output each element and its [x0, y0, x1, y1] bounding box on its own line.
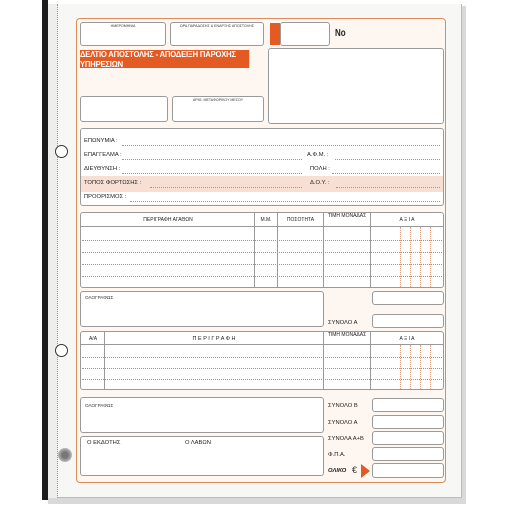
number-label: No — [335, 28, 346, 39]
services-divider-2 — [323, 332, 324, 390]
loading-place-label: ΤΟΠΟΣ ΦΟΡΤΩΣΗΣ : — [84, 180, 142, 186]
services-col-value: Α Ξ Ι Α — [399, 336, 415, 342]
services-col-unit-price: ΤΙΜΗ ΜΟΝΑΔΑΣ — [327, 332, 367, 338]
perforation-strip — [48, 4, 58, 498]
loading-place-line[interactable] — [150, 187, 302, 188]
services-divider-1 — [104, 332, 105, 390]
goods-col-unit-price: ΤΙΜΗ ΜΟΝΑΔΑΣ — [327, 213, 367, 219]
destination-line[interactable] — [130, 201, 440, 202]
afm-label: Α.Φ.Μ. : — [307, 152, 329, 158]
number-field[interactable] — [280, 22, 330, 46]
goods-row-line-2[interactable] — [82, 252, 442, 253]
vehicle-no-field[interactable] — [172, 96, 264, 122]
grand-total-box[interactable] — [372, 463, 444, 478]
form-title: ΔΕΛΤΙΟ ΑΠΟΣΤΟΛΗΣ - ΑΠΟΔΕΙΞΗ ΠΑΡΟΧΗΣ ΥΠΗΡΕΣΙΩΝ — [80, 50, 249, 68]
services-row-line-2[interactable] — [82, 368, 442, 369]
services-value-divider-3 — [420, 345, 421, 389]
services-value-divider-4 — [430, 345, 431, 389]
goods-col-description: ΠΕΡΙΓΡΑΦΗ ΑΓΑΘΩΝ — [143, 217, 193, 223]
vat-label: Φ.Π.Α. — [328, 452, 346, 458]
goods-row-line-1[interactable] — [82, 240, 442, 241]
punch-hole-bottom — [55, 344, 68, 357]
customer-name-label: ΕΠΩΝΥΜΙΑ : — [84, 138, 118, 144]
customer-section — [80, 128, 444, 206]
services-row-line-1[interactable] — [82, 357, 442, 358]
issuer-label: Ο ΕΚΔΟΤΗΣ — [87, 440, 121, 446]
services-col-description: Π Ε Ρ Ι Γ Ρ Α Φ Η — [192, 336, 236, 342]
total-a-box[interactable] — [372, 415, 444, 429]
goods-in-words-label: ΟΛΟΓΡΑΦΩΣ — [85, 295, 114, 300]
goods-in-words-box[interactable] — [80, 291, 324, 327]
total-ab-label: ΣΥΝΟΛΑ Α+Β — [328, 436, 364, 442]
goods-value-divider-1 — [400, 227, 401, 287]
arrow-right-icon — [361, 464, 370, 478]
services-value-divider-2 — [410, 345, 411, 389]
goods-row-line-3[interactable] — [82, 264, 442, 265]
empty-header-box[interactable] — [80, 96, 168, 122]
address-label: ΔΙΕΥΘΥΝΣΗ : — [84, 166, 121, 172]
doy-line[interactable] — [336, 187, 440, 188]
goods-row-line-4[interactable] — [82, 276, 442, 277]
grand-total-label: ΟΛΙΚΟ — [328, 468, 347, 474]
profession-label: ΕΠΑΓΓΕΛΜΑ : — [84, 152, 122, 158]
signatures-box[interactable] — [80, 436, 324, 476]
services-divider-3 — [370, 332, 371, 390]
services-value-divider-1 — [400, 345, 401, 389]
doy-label: Δ.Ο.Υ. : — [310, 180, 330, 186]
address-line[interactable] — [122, 173, 302, 174]
euro-icon: € — [352, 465, 358, 475]
customer-name-line[interactable] — [122, 145, 440, 146]
date-label: ΗΜΕΡΟΜΗΝΙΑ — [110, 24, 136, 28]
final-in-words-box[interactable] — [80, 397, 324, 433]
goods-value-divider-3 — [420, 227, 421, 287]
goods-value-divider-4 — [430, 227, 431, 287]
dispatch-time-field[interactable] — [170, 22, 264, 46]
profession-line[interactable] — [122, 159, 302, 160]
goods-col-quantity: ΠΟΣΟΤΗΤΑ — [286, 217, 315, 223]
city-line[interactable] — [332, 173, 440, 174]
date-field[interactable] — [80, 22, 166, 46]
goods-col-unit: Μ.Μ. — [260, 217, 272, 223]
goods-subtotal-box[interactable] — [372, 291, 444, 305]
goods-total-a-label: ΣΥΝΟΛΟ Α — [328, 320, 358, 326]
total-ab-box[interactable] — [372, 431, 444, 445]
total-b-box[interactable] — [372, 398, 444, 412]
destination-label: ΠΡΟΟΡΙΣΜΟΣ : — [84, 194, 127, 200]
services-col-aa: Α/Α — [88, 336, 98, 342]
dispatch-time-label: ΩΡΑ ΠΑΡΑΔΟΣΗΣ & ΕΝΑΡΞΗΣ ΑΠΟΣΤΟΛΗΣ — [180, 24, 254, 28]
total-a-label: ΣΥΝΟΛΟ Α — [328, 420, 358, 426]
goods-total-a-box[interactable] — [372, 314, 444, 328]
number-marker — [270, 23, 280, 45]
vat-box[interactable] — [372, 447, 444, 461]
services-row-line-3[interactable] — [82, 379, 442, 380]
afm-line[interactable] — [335, 159, 440, 160]
issuer-stamp-area[interactable] — [268, 48, 444, 124]
receiver-label: Ο ΛΑΒΩΝ — [185, 440, 211, 446]
final-in-words-label: ΟΛΟΓΡΑΦΩΣ — [85, 403, 114, 408]
vehicle-no-label: ΑΡΙΘ. ΜΕΤΑΦΟΡΙΚΟΥ ΜΕΣΟΥ — [192, 98, 244, 102]
goods-col-value: Α Ξ Ι Α — [399, 217, 415, 223]
city-label: ΠΟΛΗ : — [310, 166, 330, 172]
publisher-logo-icon — [58, 448, 72, 462]
total-b-label: ΣΥΝΟΛΟ Β — [328, 403, 358, 409]
goods-value-divider-2 — [410, 227, 411, 287]
punch-hole-top — [55, 145, 68, 158]
